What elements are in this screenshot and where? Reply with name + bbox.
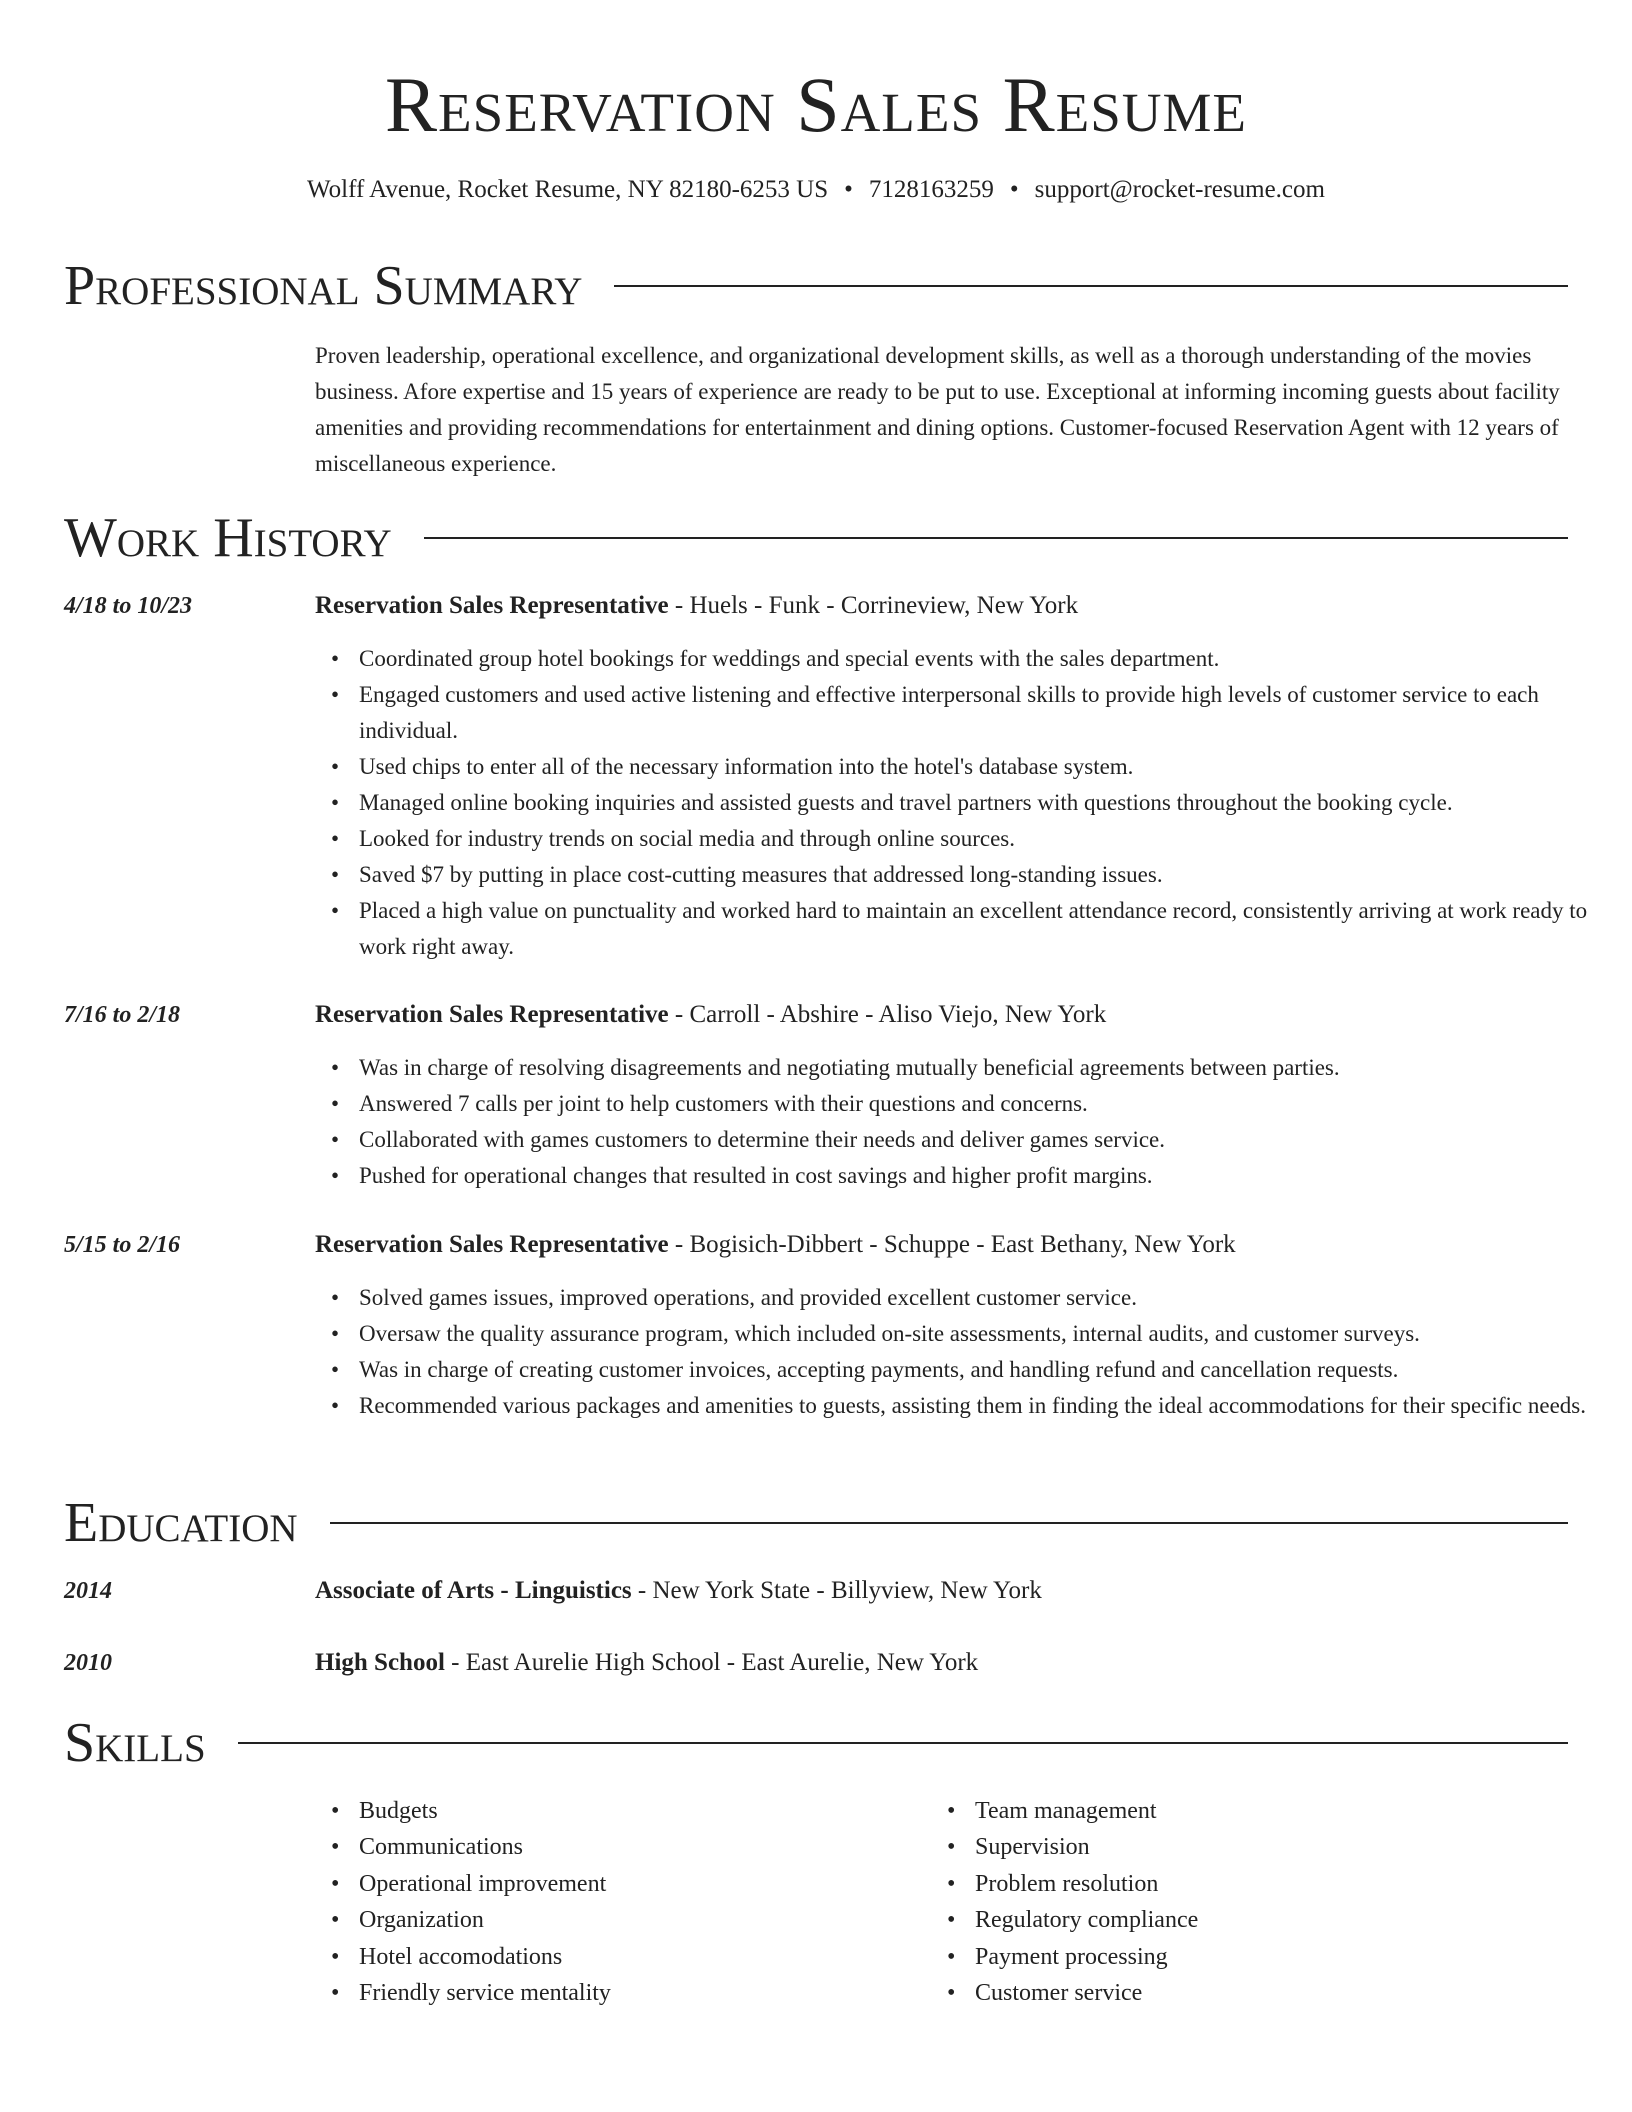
skill-item: • Budgets <box>359 1793 929 1829</box>
section-title: Skills <box>64 1712 206 1774</box>
job-heading <box>315 997 1568 1033</box>
job-heading <box>315 1227 1568 1263</box>
section-rule <box>238 1742 1568 1744</box>
job-date: 7/16 to 2/18 <box>64 1002 181 1028</box>
job-title: Reservation Sales Representative <box>315 1001 669 1028</box>
skill-item: • Operational improvement <box>359 1866 929 1902</box>
job-company: - Carroll - Abshire - Aliso Viejo, New York <box>668 1001 1107 1028</box>
separator-dot: • <box>1009 176 1019 203</box>
skill-item: • Communications <box>359 1829 929 1865</box>
education-year: 2014 <box>64 1578 112 1604</box>
contact-address: Wolff Avenue, Rocket Resume, NY 82180-6253 US <box>307 176 829 203</box>
section-header-skills <box>64 1712 1568 1774</box>
summary-text: Proven leadership, operational excellence, and organizational development skills, as well as a thorough understanding of the movies business. Afore expertise and 15 years of experience are ready to be put to use. Exceptional at informing incoming guests about facility amenities and providing recommendations for entertainment and dining options. Customer-focused Reservation Agent with 12 years of miscellaneous experience. <box>315 343 1560 476</box>
job-heading <box>315 588 1568 624</box>
skill-item: • Supervision <box>975 1829 1575 1865</box>
contact-line <box>0 173 1632 207</box>
list-item: • Solved games issues, improved operations, and provided excellent customer service. <box>359 1280 1612 1316</box>
section-title: Work History <box>64 507 392 569</box>
list-item: • Saved $7 by putting in place cost-cutting measures that addressed long-standing issues. <box>359 857 1612 893</box>
job-bullets <box>315 641 1612 965</box>
education-heading <box>315 1645 1568 1681</box>
job-company: - Bogisich-Dibbert - Schuppe - East Bethany, New York <box>668 1231 1236 1258</box>
section-title: Professional Summary <box>64 255 583 317</box>
job-date: 4/18 to 10/23 <box>64 593 193 619</box>
job-title: Reservation Sales Representative <box>315 592 669 619</box>
education-school: - New York State - Billyview, New York <box>631 1577 1042 1604</box>
list-item: • Pushed for operational changes that resulted in cost savings and higher profit margins. <box>359 1158 1612 1194</box>
section-rule <box>614 285 1568 287</box>
section-header-work-history <box>64 507 1568 569</box>
list-item: • Answered 7 calls per joint to help customers with their questions and concerns. <box>359 1086 1612 1122</box>
list-item: • Placed a high value on punctuality and worked hard to maintain an excellent attendance record, consistently arriving at work ready to work right away. <box>359 893 1612 965</box>
education-year: 2010 <box>64 1650 112 1676</box>
skill-item: • Hotel accomodations <box>359 1939 929 1975</box>
list-item: • Recommended various packages and amenities to guests, assisting them in finding the ideal accommodations for their specific needs. <box>359 1388 1612 1424</box>
list-item: • Was in charge of resolving disagreements and negotiating mutually beneficial agreements between parties. <box>359 1050 1612 1086</box>
skill-item: • Team management <box>975 1793 1575 1829</box>
list-item: • Engaged customers and used active listening and effective interpersonal skills to provide high levels of customer service to each individual. <box>359 677 1612 749</box>
list-item: • Used chips to enter all of the necessary information into the hotel's database system. <box>359 749 1612 785</box>
job-bullets <box>315 1280 1612 1424</box>
contact-phone: 7128163259 <box>868 176 994 203</box>
list-item: • Was in charge of creating customer invoices, accepting payments, and handling refund and cancellation requests. <box>359 1352 1612 1388</box>
section-header-summary <box>64 255 1568 317</box>
skills-list-right <box>931 1793 1575 2011</box>
skill-item: • Customer service <box>975 1975 1575 2011</box>
list-item: • Looked for industry trends on social media and through online sources. <box>359 821 1612 857</box>
job-company: - Huels - Funk - Corrineview, New York <box>668 592 1079 619</box>
education-degree: Associate of Arts - Linguistics <box>315 1577 632 1604</box>
skill-item: • Regulatory compliance <box>975 1902 1575 1938</box>
list-item: • Coordinated group hotel bookings for weddings and special events with the sales department. <box>359 641 1612 677</box>
contact-email: support@rocket-resume.com <box>1034 176 1325 203</box>
resume-title: Reservation Sales Resume <box>385 61 1247 148</box>
list-item: • Oversaw the quality assurance program, which included on-site assessments, internal audits, and customer surveys. <box>359 1316 1612 1352</box>
job-date: 5/15 to 2/16 <box>64 1232 181 1258</box>
section-title: Education <box>64 1492 298 1554</box>
job-title: Reservation Sales Representative <box>315 1231 669 1258</box>
skill-item: • Problem resolution <box>975 1866 1575 1902</box>
skills-list-left <box>315 1793 929 2011</box>
section-rule <box>330 1522 1568 1524</box>
section-header-education <box>64 1492 1568 1554</box>
education-school: - East Aurelie High School - East Aurelie, New York <box>444 1649 979 1676</box>
separator-dot: • <box>844 176 853 203</box>
skill-item: • Friendly service mentality <box>359 1975 929 2011</box>
list-item: • Collaborated with games customers to determine their needs and deliver games service. <box>359 1122 1612 1158</box>
job-bullets <box>315 1050 1612 1194</box>
list-item: • Managed online booking inquiries and assisted guests and travel partners with questions throughout the booking cycle. <box>359 785 1612 821</box>
education-heading <box>315 1573 1568 1609</box>
section-rule <box>424 537 1568 539</box>
skill-item: • Payment processing <box>975 1939 1575 1975</box>
education-degree: High School <box>315 1649 445 1676</box>
skill-item: • Organization <box>359 1902 929 1938</box>
